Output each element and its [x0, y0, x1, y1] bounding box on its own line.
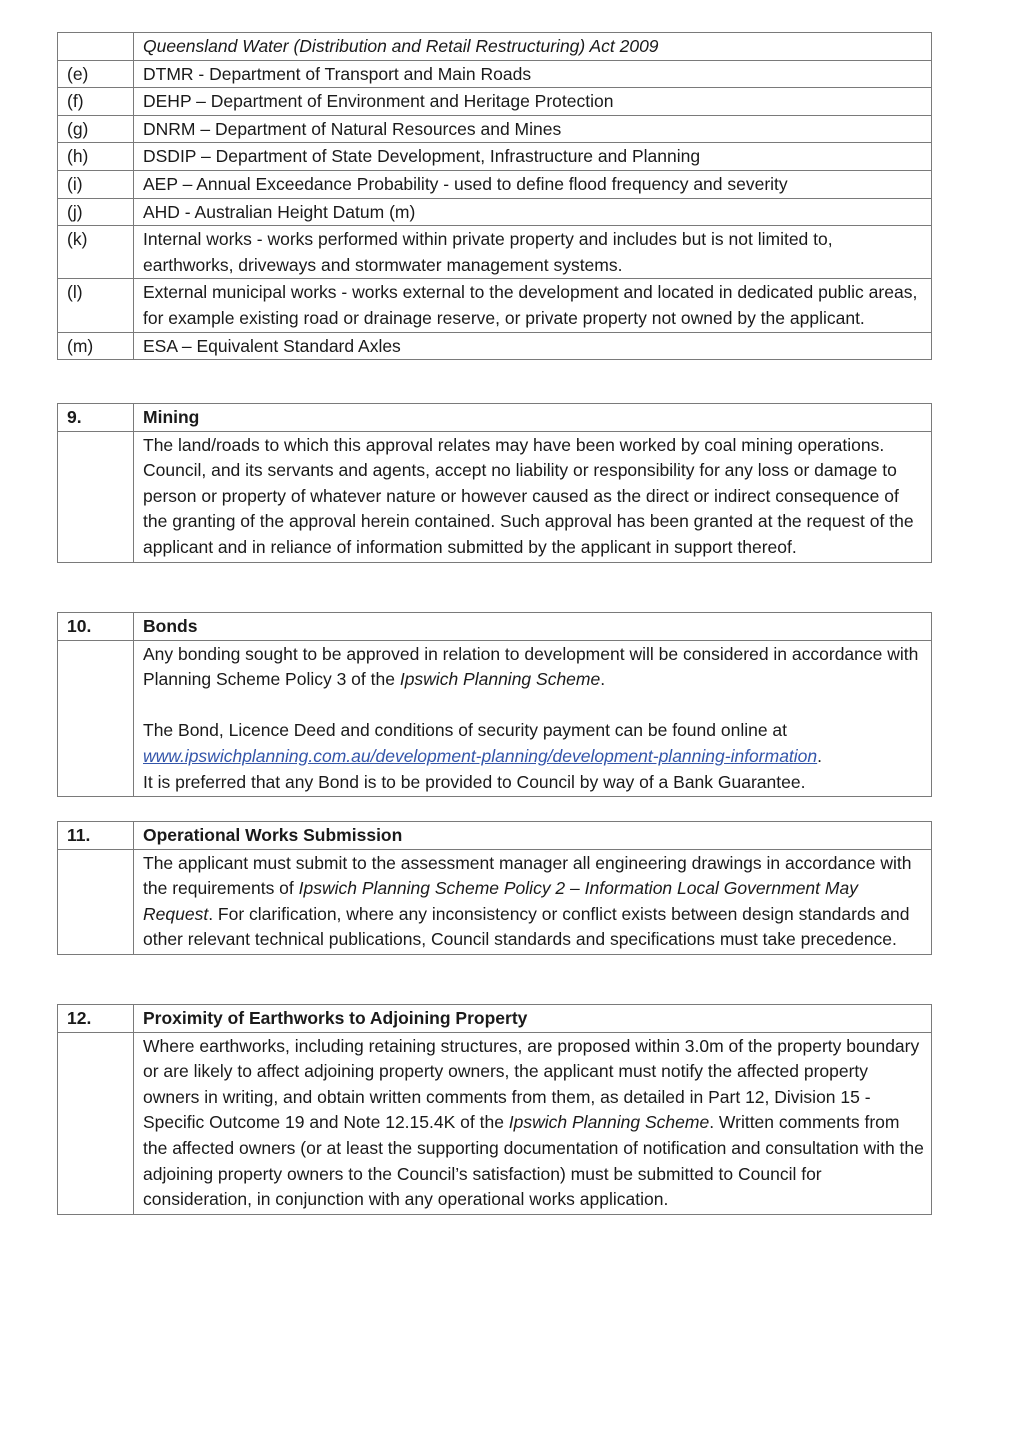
section-empty-cell — [58, 849, 134, 954]
definition-label: (g) — [58, 115, 134, 143]
definition-label: (j) — [58, 198, 134, 226]
section-body-row — [58, 1032, 932, 1214]
section-body: Where earthworks, including retaining structures, are proposed within 3.0m of the property boundary or are likely to affect adjoining property owners, the applicant must notify the affected property owners in writing, and obtain written comments from them, as detailed in Part 12, Division 15 - Specific Outcome 19 and Note 12.15.4K of the Ipswich Planning Scheme. Written comments from the affected owners (or at least the supporting documentation of notification and consultation with the adjoining property owners to the Council’s satisfaction) must be submitted to Council for consideration, in conjunction with any operational works application. — [134, 1032, 932, 1214]
definition-label: (f) — [58, 88, 134, 116]
definitions-table — [57, 32, 932, 360]
definition-text: DEHP – Department of Environment and Heritage Protection — [134, 88, 932, 116]
section-title: Proximity of Earthworks to Adjoining Property — [134, 1005, 932, 1033]
definition-text: External municipal works - works external to the development and located in dedicated public areas, for example existing road or drainage reserve, or private property not owned by the applicant. — [134, 279, 932, 332]
section-header-row — [58, 822, 932, 850]
definition-label: (i) — [58, 170, 134, 198]
definition-label — [58, 33, 134, 61]
section-number: 12. — [58, 1005, 134, 1033]
section-body — [134, 640, 932, 797]
section-body-row — [58, 431, 932, 562]
bonds-paragraph-2: The Bond, Licence Deed and conditions of security payment can be found online at www.ipswichplanning.com.au/development-planning/development-planning-information. — [143, 720, 823, 766]
bonds-paragraph-3: It is preferred that any Bond is to be provided to Council by way of a Bank Guarantee. — [143, 771, 806, 792]
definition-label: (k) — [58, 226, 134, 279]
definition-label: (l) — [58, 279, 134, 332]
section-title: Mining — [134, 404, 932, 432]
planning-info-link[interactable]: www.ipswichplanning.com.au/development-planning/development-planning-information — [143, 745, 818, 766]
section-title: Bonds — [134, 613, 932, 641]
definition-row — [58, 226, 932, 279]
section-body-row — [58, 849, 932, 954]
section-header-row — [58, 1005, 932, 1033]
section-number: 11. — [58, 822, 134, 850]
definition-row — [58, 279, 932, 332]
section-body: The land/roads to which this approval relates may have been worked by coal mining operations. Council, and its servants and agents, accept no liability or responsibility for any loss or damage to person or property of whatever nature or however caused as the direct or indirect consequence of the granting of the approval herein contained. Such approval has been granted at the request of the applicant and in reliance of information submitted by the applicant in support thereof. — [134, 431, 932, 562]
section-body: The applicant must submit to the assessment manager all engineering drawings in accordance with the requirements of Ipswich Planning Scheme Policy 2 – Information Local Government May Request. For clarification, where any inconsistency or conflict exists between design standards and other relevant technical publications, Council standards and specifications must take precedence. — [134, 849, 932, 954]
definition-text: Internal works - works performed within private property and includes but is not limited to, earthworks, driveways and stormwater management systems. — [134, 226, 932, 279]
section-mining — [57, 403, 932, 563]
definition-row — [58, 88, 932, 116]
section-earthworks-proximity — [57, 1004, 932, 1215]
definition-label: (e) — [58, 60, 134, 88]
definition-text: ESA – Equivalent Standard Axles — [134, 332, 932, 360]
definition-row — [58, 198, 932, 226]
definition-text: DTMR - Department of Transport and Main Roads — [134, 60, 932, 88]
bonds-paragraph-1: Any bonding sought to be approved in relation to development will be considered in accordance with Planning Scheme Policy 3 of the Ipswich Planning Scheme. — [143, 643, 919, 690]
act-title: Queensland Water (Distribution and Retail Restructuring) Act 2009 — [134, 33, 932, 61]
section-empty-cell — [58, 1032, 134, 1214]
section-header-row — [58, 613, 932, 641]
definition-text: AHD - Australian Height Datum (m) — [134, 198, 932, 226]
section-header-row — [58, 404, 932, 432]
definition-row — [58, 170, 932, 198]
definition-row — [58, 332, 932, 360]
definition-row — [58, 60, 932, 88]
section-operational-works — [57, 821, 932, 955]
section-number: 10. — [58, 613, 134, 641]
definition-row — [58, 143, 932, 171]
section-title: Operational Works Submission — [134, 822, 932, 850]
section-number: 9. — [58, 404, 134, 432]
section-bonds — [57, 612, 932, 797]
definition-text: AEP – Annual Exceedance Probability - used to define flood frequency and severity — [134, 170, 932, 198]
section-empty-cell — [58, 431, 134, 562]
definition-label: (m) — [58, 332, 134, 360]
definition-text: DSDIP – Department of State Development, Infrastructure and Planning — [134, 143, 932, 171]
section-body-row — [58, 640, 932, 797]
definition-row — [58, 115, 932, 143]
section-empty-cell — [58, 640, 134, 797]
definition-row — [58, 33, 932, 61]
definition-text: DNRM – Department of Natural Resources and Mines — [134, 115, 932, 143]
definition-label: (h) — [58, 143, 134, 171]
